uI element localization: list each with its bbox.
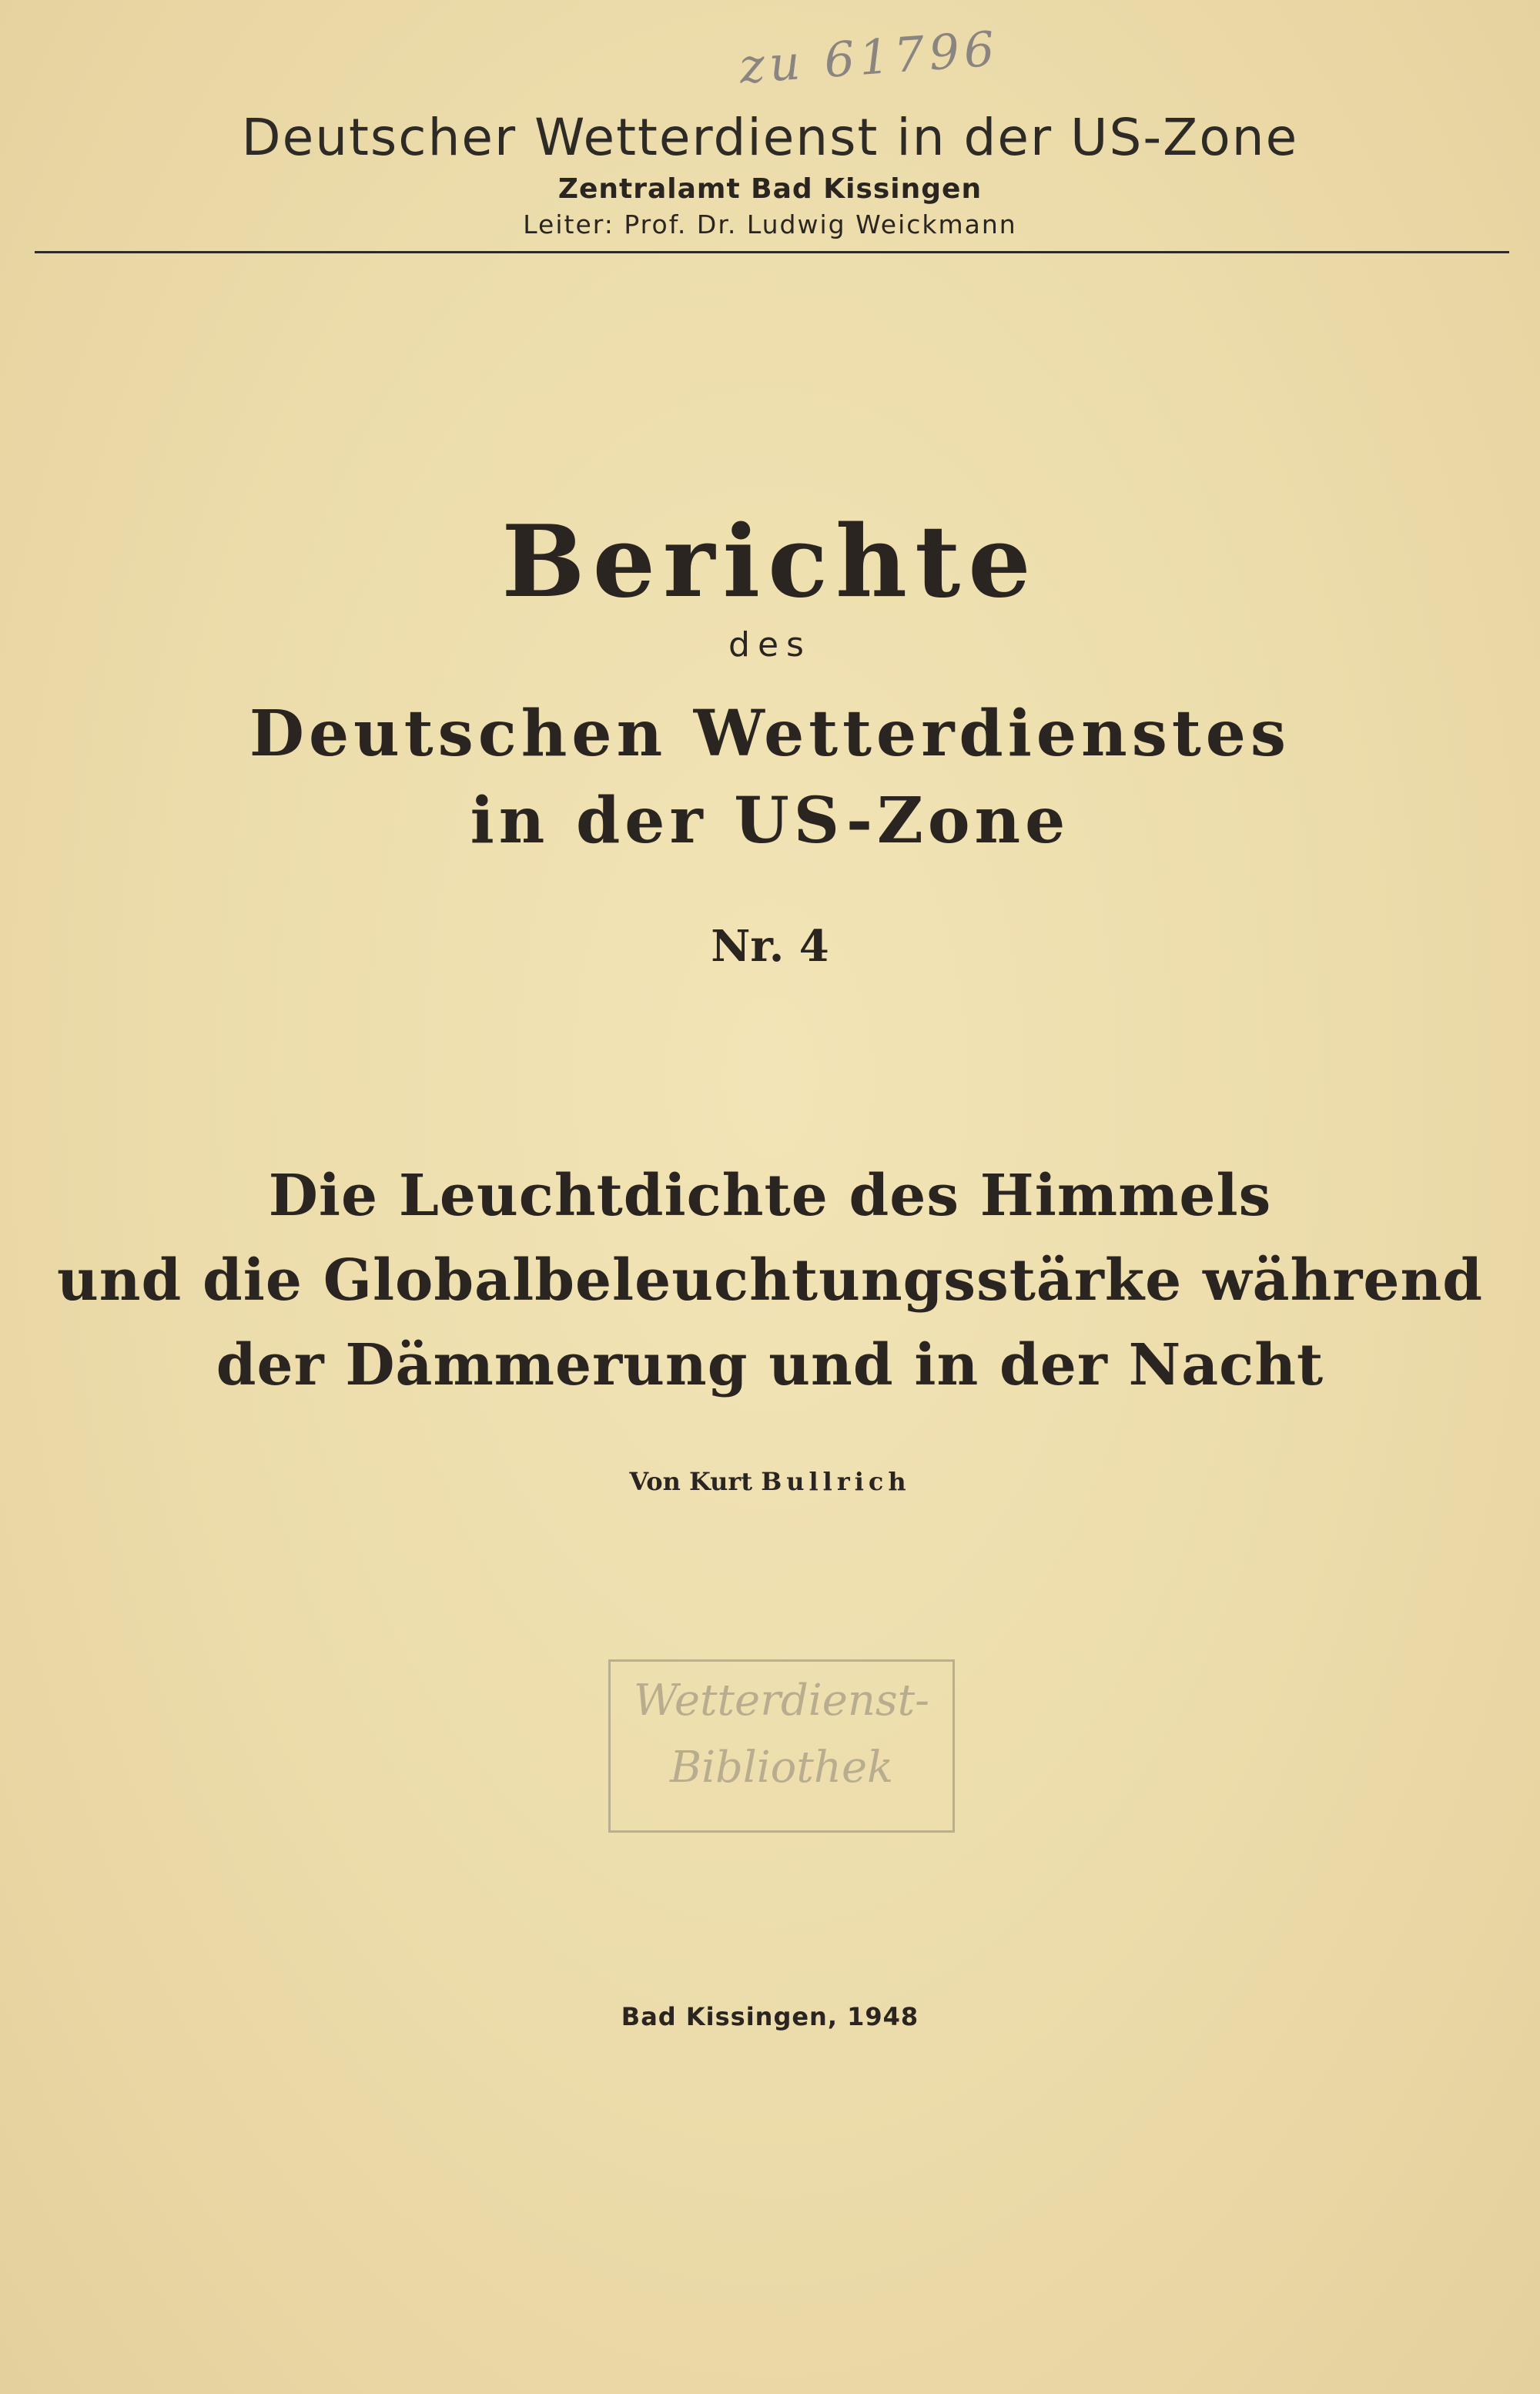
leader-line: Leiter: Prof. Dr. Ludwig Weickmann — [523, 209, 1017, 239]
stamp-line-1: Wetterdienst- — [633, 1676, 930, 1726]
handwritten-call-number: zu 61796 — [737, 20, 1001, 95]
author-prefix: Von Kurt — [629, 1467, 753, 1496]
library-stamp — [608, 1659, 955, 1833]
series-name-line-1: Deutschen Wetterdienstes — [249, 697, 1291, 771]
author-line — [0, 1467, 1540, 1496]
series-name-line-2: in der US-Zone — [470, 784, 1070, 858]
series-title: Berichte — [501, 504, 1039, 620]
stamp-line-2: Bibliothek — [669, 1743, 894, 1793]
imprint-place-year: Bad Kissingen, 1948 — [621, 2002, 919, 2031]
work-title-line-2: und die Globalbeleuchtungsstärke während — [56, 1247, 1484, 1314]
issue-number: Nr. 4 — [711, 921, 829, 972]
office-name: Zentralamt Bad Kissingen — [557, 173, 983, 205]
header-divider — [35, 251, 1509, 253]
author-name: Bullrich — [761, 1467, 911, 1496]
work-title-line-3: der Dämmerung und in der Nacht — [216, 1332, 1324, 1398]
organization-name: Deutscher Wetterdienst in der US-Zone — [241, 108, 1299, 167]
series-connector: des — [728, 625, 812, 665]
work-title-line-1: Die Leuchtdichte des Himmels — [268, 1163, 1272, 1229]
